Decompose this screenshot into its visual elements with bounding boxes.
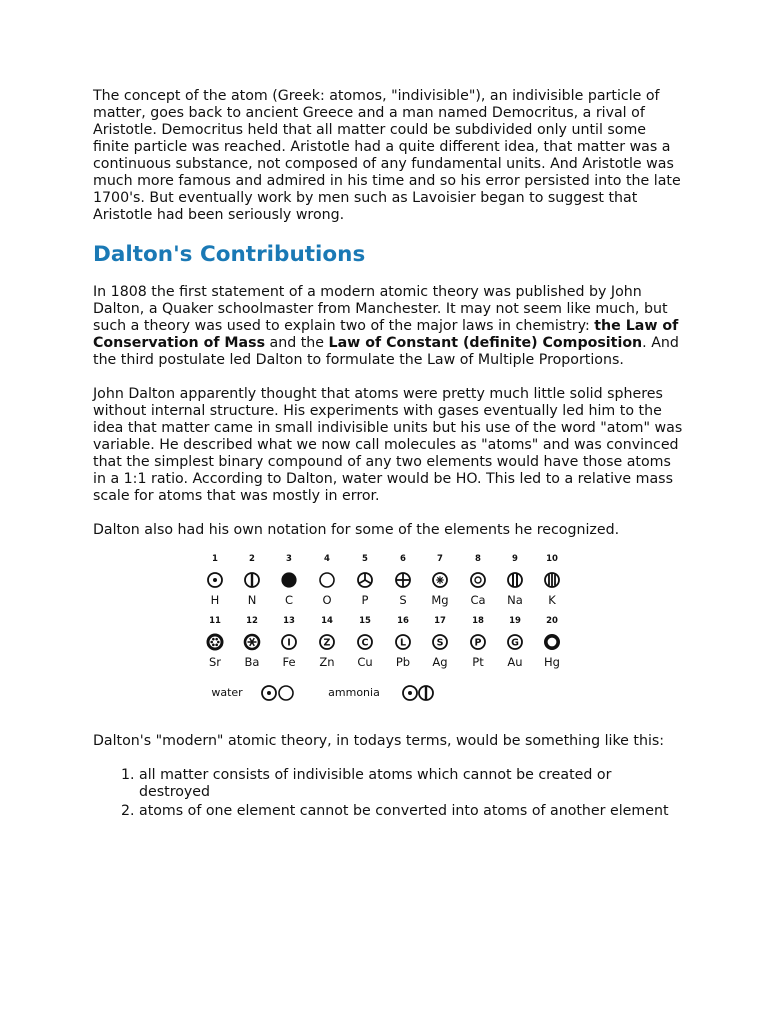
laws-text-before: In 1808 the first statement of a modern atomic theory was published by John Dalton, a Quaker schoolmaster from Manchester. It may not seem like much, but such a theory was used to explain two of the major laws in chemistry: bbox=[93, 284, 668, 334]
dot-symbol-icon bbox=[403, 686, 417, 700]
element-symbol: Fe bbox=[282, 655, 296, 669]
element-number: 15 bbox=[359, 616, 371, 626]
law-constant-composition: Law of Constant (definite) Composition bbox=[328, 335, 643, 351]
vertical-bar-symbol-icon bbox=[245, 573, 259, 587]
element-symbol: N bbox=[247, 593, 257, 607]
element-symbol: O bbox=[322, 593, 332, 607]
empty-symbol-icon bbox=[320, 573, 334, 587]
compound-label: water bbox=[211, 686, 243, 699]
section-heading: Dalton's Contributions bbox=[93, 242, 366, 267]
dalton-symbols-svg bbox=[93, 549, 683, 719]
element-symbol: Pb bbox=[395, 655, 411, 669]
element-number: 2 bbox=[249, 554, 255, 564]
svg-text:I: I bbox=[287, 637, 291, 649]
element-symbol: P bbox=[361, 593, 369, 607]
notation-paragraph: Dalton also had his own notation for some of the elements he recognized. bbox=[93, 522, 620, 538]
element-symbol: C bbox=[284, 593, 294, 607]
element-number: 18 bbox=[472, 616, 484, 626]
document-body bbox=[93, 88, 683, 822]
element-number: 13 bbox=[283, 616, 295, 626]
list-item: 1. all matter consists of indivisible atoms which cannot be created or destroyed bbox=[139, 767, 683, 801]
star-symbol-icon bbox=[433, 573, 447, 587]
vertical-bar-symbol-icon bbox=[419, 686, 433, 700]
element-number: 17 bbox=[434, 616, 446, 626]
filled-symbol-icon bbox=[281, 572, 296, 587]
element-symbol: Au bbox=[507, 655, 523, 669]
element-symbol: Mg bbox=[431, 593, 449, 607]
svg-text:C: C bbox=[361, 637, 369, 649]
letter-P-symbol-icon bbox=[471, 635, 485, 649]
double-bar-symbol-icon bbox=[508, 573, 522, 587]
element-number: 1 bbox=[212, 554, 218, 564]
svg-text:Z: Z bbox=[323, 637, 331, 649]
inner-ring-symbol-icon bbox=[471, 573, 485, 587]
dalton-symbols-figure bbox=[93, 549, 683, 719]
svg-text:G: G bbox=[511, 637, 519, 649]
element-symbol: Ba bbox=[244, 655, 260, 669]
element-symbol: H bbox=[210, 593, 220, 607]
element-symbol: Zn bbox=[319, 655, 335, 669]
letter-S-symbol-icon bbox=[433, 635, 447, 649]
element-number: 8 bbox=[475, 554, 481, 564]
triple-bar-symbol-icon bbox=[545, 573, 559, 587]
law-conservation-of-mass: the Law of Conservation of Mass bbox=[93, 318, 679, 351]
element-symbol: Ag bbox=[432, 655, 448, 669]
element-symbol: Na bbox=[507, 593, 523, 607]
element-number: 11 bbox=[209, 616, 221, 626]
letter-Z-symbol-icon bbox=[320, 635, 334, 649]
postulates-list bbox=[93, 767, 683, 820]
svg-text:P: P bbox=[474, 637, 482, 649]
letter-C-symbol-icon bbox=[358, 635, 372, 649]
letter-G-symbol-icon bbox=[508, 635, 522, 649]
element-symbol: Cu bbox=[357, 655, 373, 669]
element-number: 7 bbox=[437, 554, 443, 564]
laws-text-after: . And the third postulate led Dalton to formulate the Law of Multiple Proportions. bbox=[93, 335, 679, 368]
empty-symbol-icon bbox=[279, 686, 293, 700]
solid-spheres-paragraph: John Dalton apparently thought that atoms were pretty much little solid spheres without internal structure. His experiments with gases eventually led him to the idea that matter came in small indivisible units but his use of the word "atom" was variable. He described what we now call molecules as "atoms" and was convinced that the simplest binary compound of any two elements would have those atoms in a 1:1 ratio. According to Dalton, water would be HO. This led to a relative mass scale for atoms that was mostly in error. bbox=[93, 386, 683, 504]
element-number: 19 bbox=[509, 616, 521, 626]
tri-spoke-symbol-icon bbox=[358, 573, 372, 587]
dot-symbol-icon bbox=[262, 686, 276, 700]
element-number: 5 bbox=[362, 554, 368, 564]
element-number: 4 bbox=[324, 554, 330, 564]
svg-text:S: S bbox=[436, 637, 444, 649]
element-symbol: Pt bbox=[472, 655, 484, 669]
element-number: 16 bbox=[397, 616, 409, 626]
element-number: 10 bbox=[546, 554, 558, 564]
modern-theory-paragraph: Dalton's "modern" atomic theory, in todays terms, would be something like this: bbox=[93, 733, 665, 749]
compound-label: ammonia bbox=[328, 686, 380, 699]
element-symbol: Ca bbox=[470, 593, 486, 607]
thick-ring-symbol-icon bbox=[546, 636, 558, 648]
laws-paragraph bbox=[93, 284, 683, 369]
dot-symbol-icon bbox=[208, 573, 222, 587]
element-number: 3 bbox=[286, 554, 292, 564]
element-symbol: Hg bbox=[544, 655, 560, 669]
element-number: 12 bbox=[246, 616, 258, 626]
element-number: 6 bbox=[400, 554, 406, 564]
element-number: 14 bbox=[321, 616, 333, 626]
element-symbol: Sr bbox=[208, 655, 222, 669]
letter-L-symbol-icon bbox=[396, 635, 410, 649]
svg-text:L: L bbox=[399, 637, 407, 649]
letter-I-symbol-icon bbox=[282, 635, 296, 649]
laws-text-middle: and the bbox=[265, 335, 329, 351]
asterisk-symbol-icon bbox=[245, 635, 259, 649]
intro-paragraph: The concept of the atom (Greek: atomos, "indivisible"), an indivisible particle of matter, goes back to ancient Greece and a man named Democritus, a rival of Aristotle. Democritus held that all matter could be subdivided only until some finite particle was reached. Aristotle had a quite different idea, that matter was a continuous substance, not composed of any fundamental units. And Aristotle was much more famous and admired in his time and so his error persisted into the late 1700's. But eventually work by men such as Lavoisier began to suggest that Aristotle had been seriously wrong. bbox=[93, 88, 681, 223]
element-number: 20 bbox=[546, 616, 558, 626]
element-symbol: K bbox=[548, 593, 556, 607]
element-number: 9 bbox=[512, 554, 518, 564]
element-symbol: S bbox=[399, 593, 407, 607]
cross-symbol-icon bbox=[396, 573, 410, 587]
list-item: 2. atoms of one element cannot be converted into atoms of another element bbox=[139, 803, 683, 820]
dots-ring-symbol-icon bbox=[208, 635, 222, 649]
